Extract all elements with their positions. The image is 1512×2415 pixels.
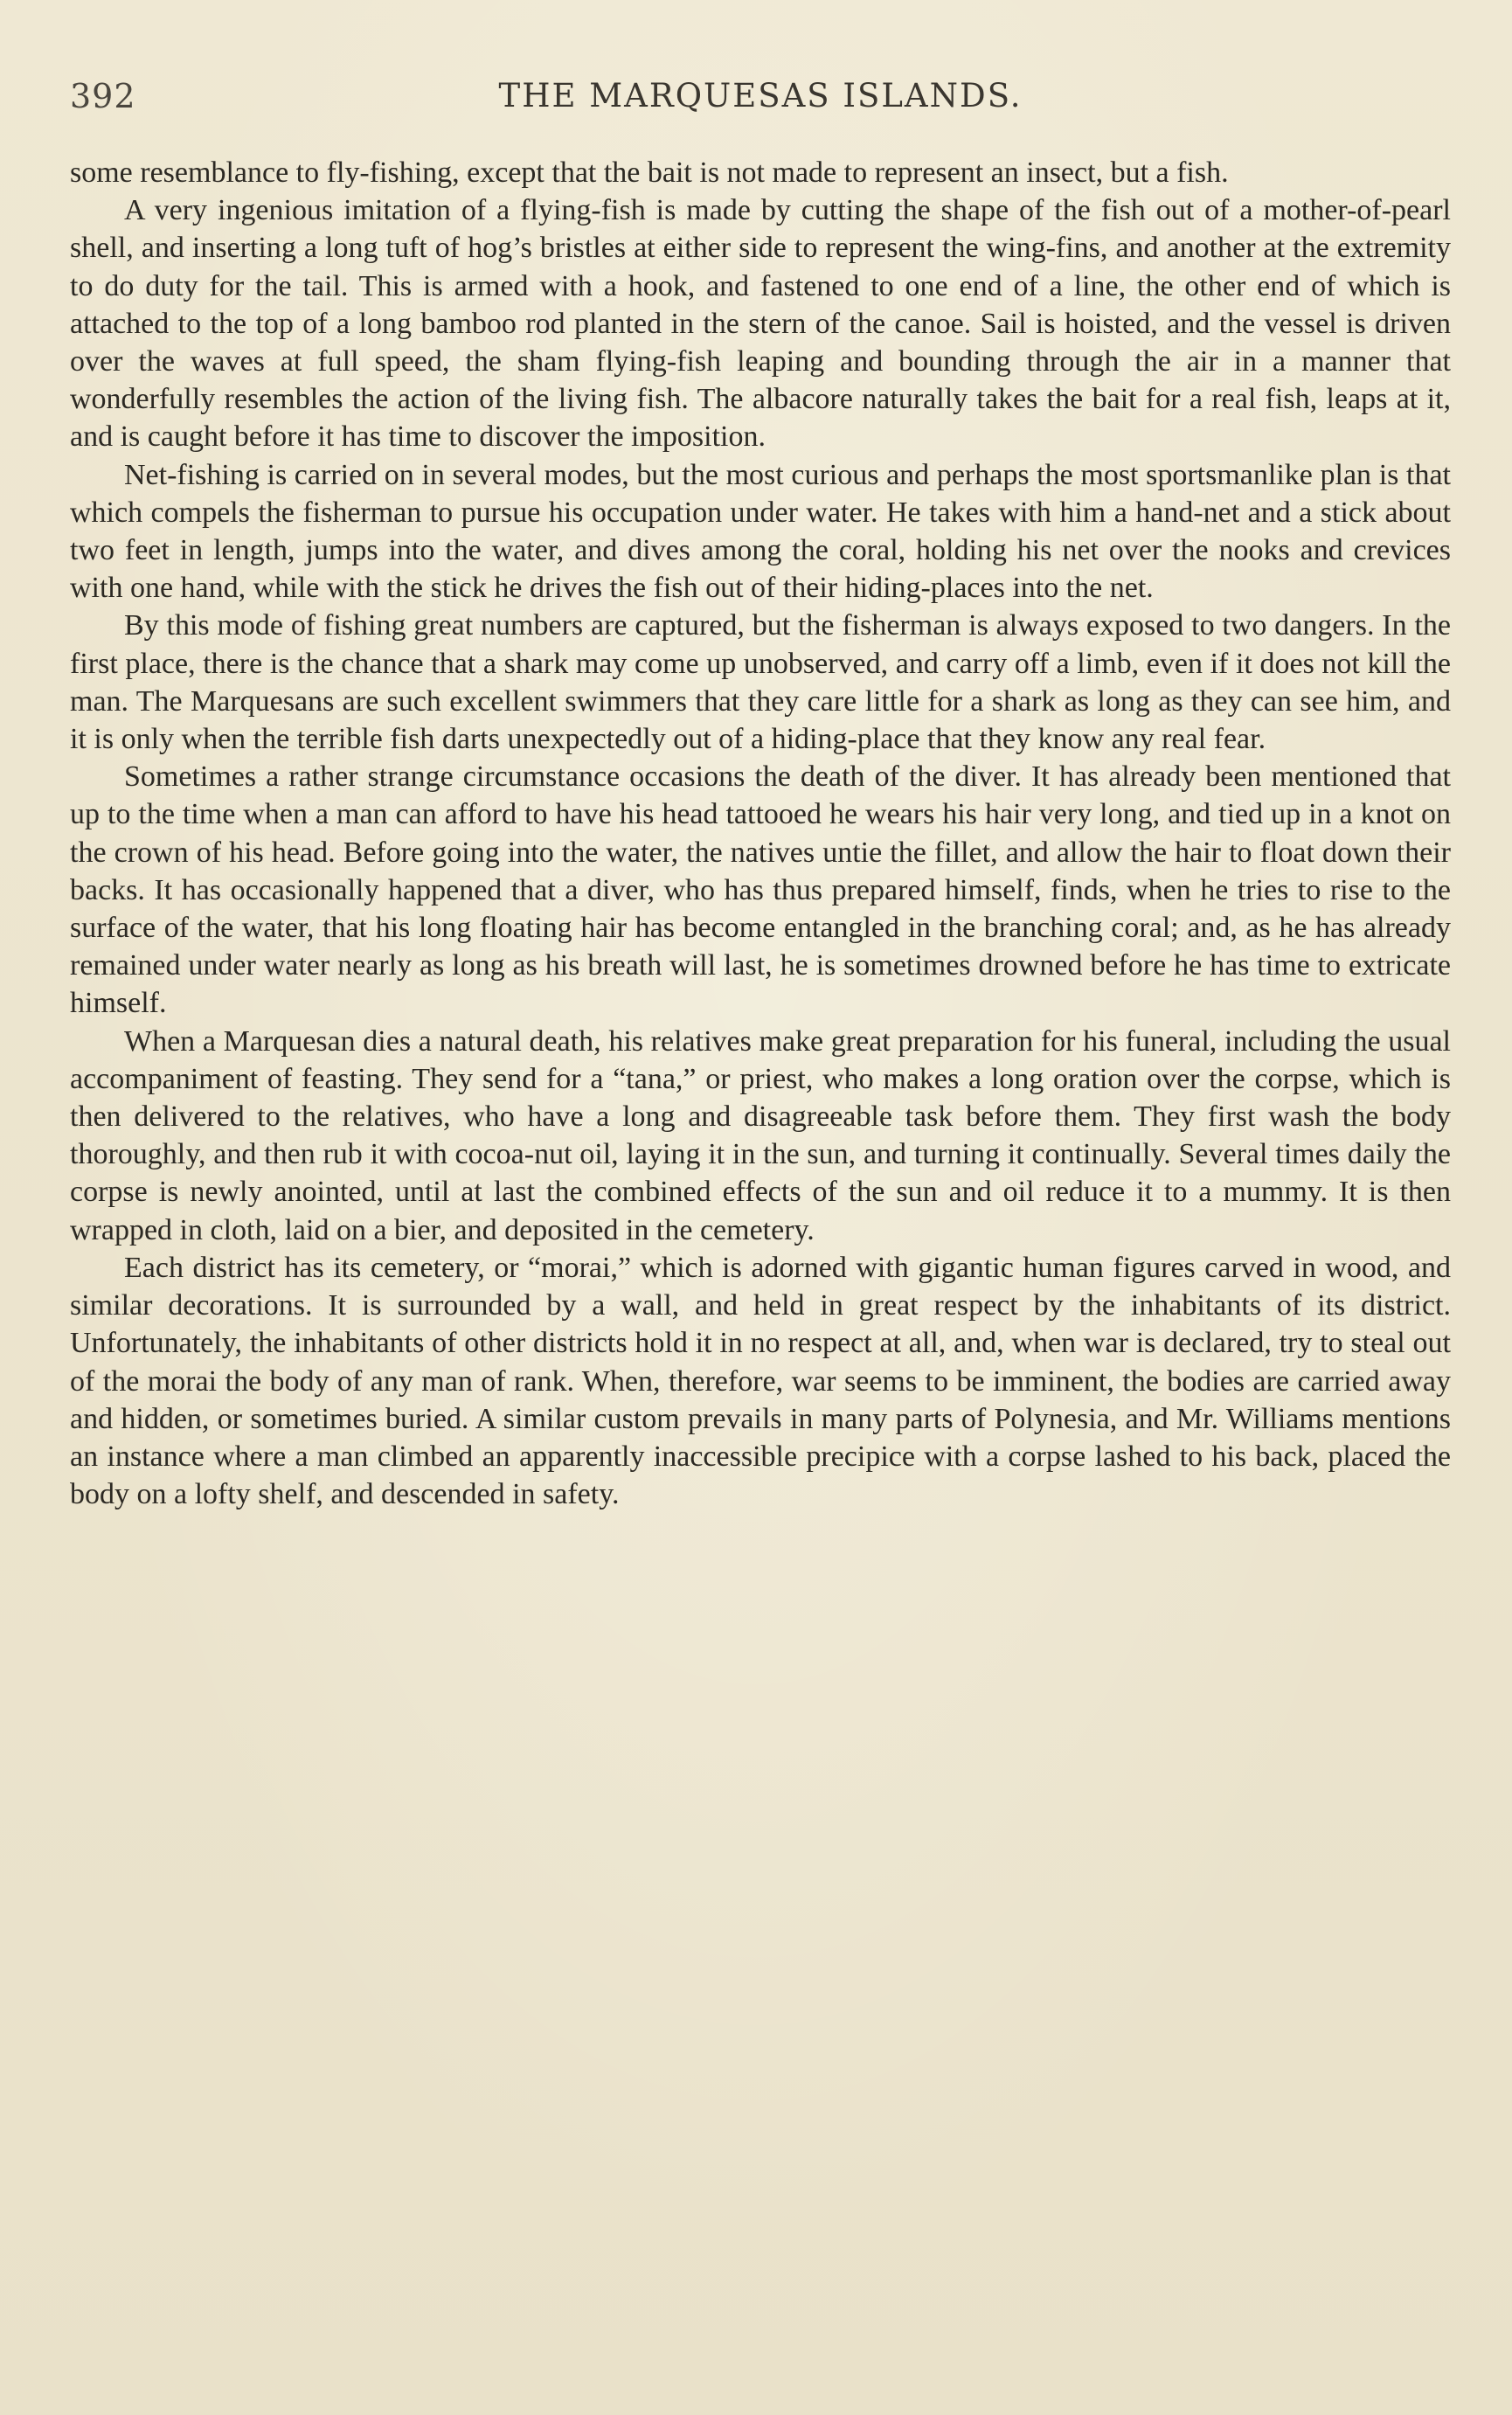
paragraph-morai: Each district has its cemetery, or “morai,” which is adorned with gigantic human figures carved in wood, and similar decorations. It is surrounded by a wall, and held in great respect by the inhabitants of its district. Unfortunately, the inhabitants of other districts hold it in no respect at all, and, when war is declared, try to steal out of the morai the body of any man of rank. When, therefore, war seems to be imminent, the bodies are carried away and hidden, or sometimes buried. A similar custom prevails in many parts of Polynesia, and Mr. Williams mentions an instance where a man climbed an apparently inaccessible precipice with a corpse lashed to his back, placed the body on a lofty shelf, and descended in safety. [70, 1251, 1451, 1511]
paragraph-flying-fish-lure: A very ingenious imitation of a flying-fish is made by cutting the shape of the fish out of a mother-of-pearl shell, and inserting a long tuft of hog’s bristles at either side to represent the wing-fins, and another at the extremity to do duty for the tail. This is armed with a hook, and fastened to one end of a line, the other end of which is attached to the top of a long bamboo rod planted in the stern of the canoe. Sail is hoisted, and the vessel is driven over the waves at full speed, the sham flying-fish leaping and bounding through the air in a manner that wonderfully resembles the action of the living fish. The albacore naturally takes the bait for a real fish, leaps at it, and is caught before it has time to discover the imposition. [70, 194, 1451, 454]
paragraph-hair-entanglement: Sometimes a rather strange circumstance occasions the death of the diver. It has already been mentioned that up to the time when a man can afford to have his head tattooed he wears his hair very long, and tied up in a knot on the crown of his head. Before going into the water, the natives untie the fillet, and allow the hair to float down their backs. It has occasionally happened that a diver, who has thus prepared himself, finds, when he tries to rise to the surface of the water, that his long floating hair has become entangled in the branching coral; and, as he has already remained under water nearly as long as his breath will last, he is sometimes drowned before he has time to extricate himself. [70, 760, 1451, 1020]
running-title: THE MARQUESAS ISLANDS. [498, 77, 1023, 115]
paragraph-continuation: some resemblance to fly-fishing, except that the bait is not made to represent an insect, but a fish. [70, 156, 1229, 189]
page-number: 392 [70, 77, 136, 115]
running-head [70, 77, 1451, 126]
paragraph-funeral: When a Marquesan dies a natural death, his relatives make great preparation for his funeral, including the usual accompaniment of feasting. They send for a “tana,” or priest, who makes a long oration over the corpse, which is then delivered to the relatives, who have a long and disagreeable task before them. They first wash the body thoroughly, and then rub it with cocoa-nut oil, laying it in the sun, and turning it continually. Several times daily the corpse is newly anointed, until at last the combined effects of the sun and oil reduce it to a mummy. It is then wrapped in cloth, laid on a bier, and deposited in the cemetery. [70, 1024, 1451, 1246]
body-text [70, 154, 1451, 1513]
paragraph-net-fishing: Net-fishing is carried on in several modes, but the most curious and perhaps the most sportsmanlike plan is that which compels the fisherman to pursue his occupation under water. He takes with him a hand-net and a stick about two feet in length, jumps into the water, and dives among the coral, holding his net over the nooks and crevices with one hand, while with the stick he drives the fish out of their hiding-places into the net. [70, 458, 1451, 605]
paragraph-shark-danger: By this mode of fishing great numbers are captured, but the fisherman is always exposed to two dangers. In the first place, there is the chance that a shark may come up unobserved, and carry off a limb, even if it does not kill the man. The Marquesans are such excellent swimmers that they care little for a shark as long as they can see him, and it is only when the terrible fish darts unexpectedly out of a hiding-place that they know any real fear. [70, 609, 1451, 756]
